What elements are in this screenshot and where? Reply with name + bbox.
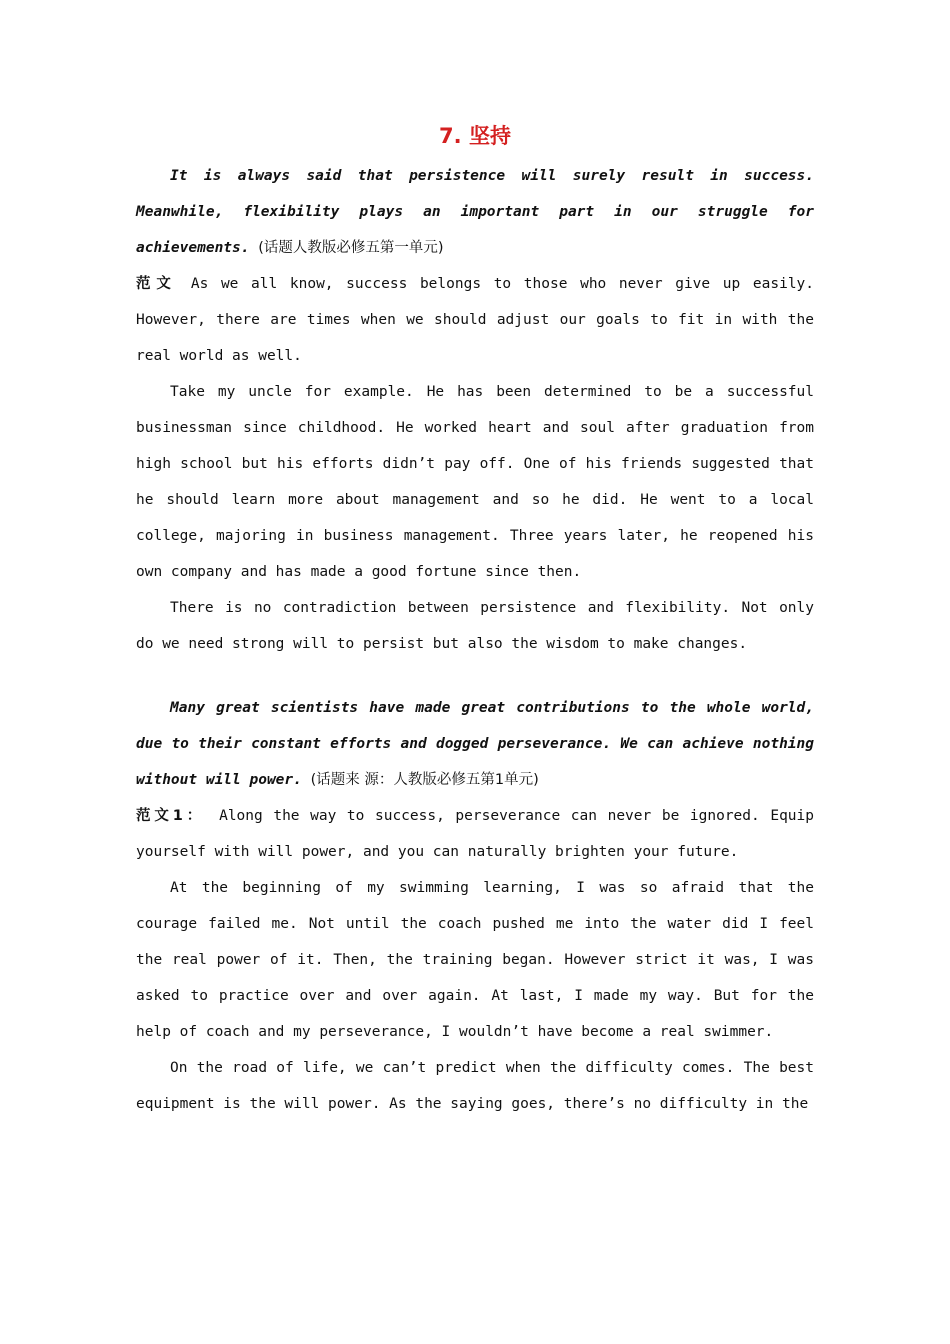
document-page <box>136 118 814 1122</box>
topic-prompt-2 <box>136 690 814 798</box>
essay-label-2: 范文1： <box>136 808 206 824</box>
essay-label-1: 范文 <box>136 276 177 292</box>
essay-1-text-1: As we all know, success belongs to those who never give up easily. However, there are times when we should adjust our goals to fit in with the real world as well. <box>136 276 815 364</box>
essay-2-paragraph-1 <box>136 798 814 870</box>
prompt-text-2: Many great scientists have made great contributions to the whole world, due to their constant efforts and dogged perseverance. We can achieve nothing without will power. <box>136 700 814 788</box>
prompt-source-2: (话题来 源：人教版必修五第1单元) <box>310 772 539 788</box>
essay-2-paragraph-3: On the road of life, we can’t predict when the difficulty comes. The best equipment is the will power. As the saying goes, there’s no difficulty in the <box>136 1060 814 1112</box>
essay-1-paragraph-3: There is no contradiction between persistence and flexibility. Not only do we need strong will to persist but also the wisdom to make changes. <box>136 600 814 652</box>
topic-prompt-1 <box>136 158 814 266</box>
page-title: 7. 坚持 <box>439 124 511 148</box>
section-gap <box>136 662 814 690</box>
prompt-source-1: (话题人教版必修五第一单元) <box>258 240 444 256</box>
essay-2-paragraph-2: At the beginning of my swimming learning, I was so afraid that the courage failed me. Not until the coach pushed me into the water did I feel the real power of it. Then, the training began. However strict it was, I was asked to practice over and over again. At last, I made my way. But for the help of coach and my perseverance, I wouldn’t have become a real swimmer. <box>136 880 814 1040</box>
essay-1-paragraph-1 <box>136 266 814 374</box>
prompt-text-1: It is always said that persistence will surely result in success. Meanwhile, flexibility plays an important part in our struggle for achievements. <box>136 168 814 256</box>
essay-2-text-1: Along the way to success, perseverance can never be ignored. Equip yourself with will power, and you can naturally brighten your future. <box>136 808 814 860</box>
essay-1-paragraph-2: Take my uncle for example. He has been determined to be a successful businessman since childhood. He worked heart and soul after graduation from high school but his efforts didn’t pay off. One of his friends suggested that he should learn more about management and so he did. He went to a local college, majoring in business management. Three years later, he reopened his own company and has made a good fortune since then. <box>136 384 814 580</box>
